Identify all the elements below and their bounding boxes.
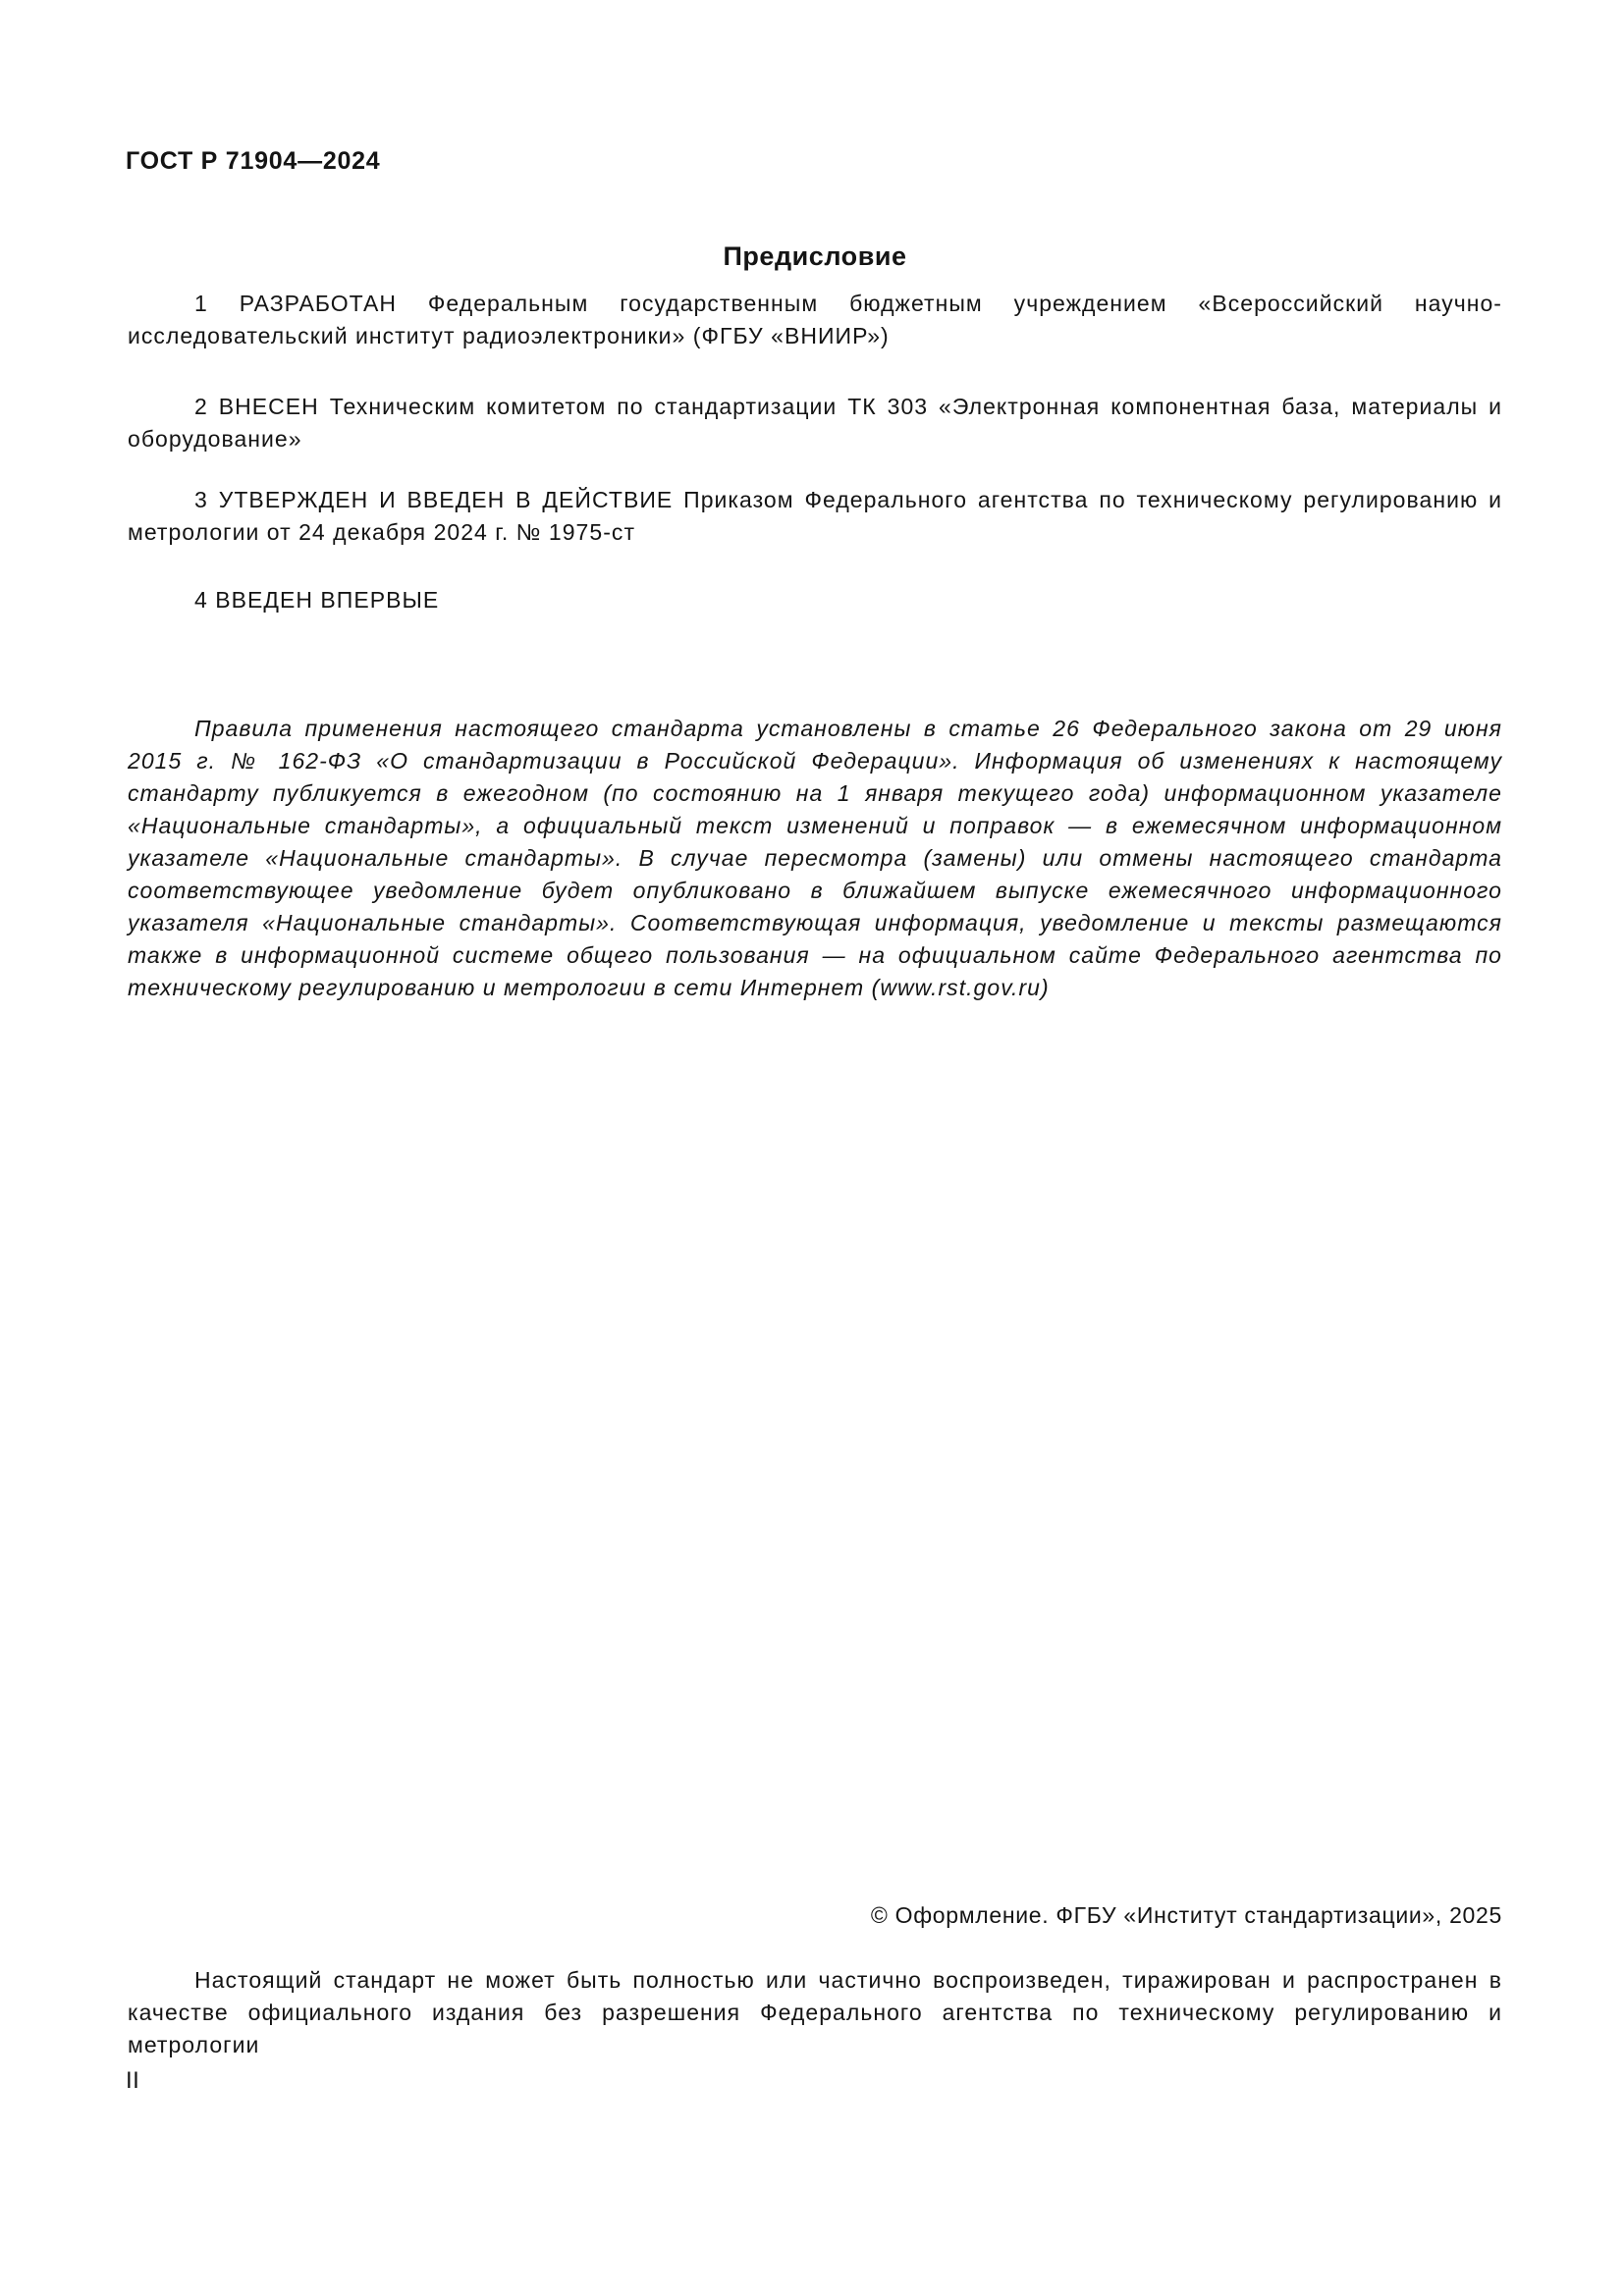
- foreword-item-developed: 1 РАЗРАБОТАН Федеральным государственным бюджетным учреждением «Всероссийский научно-исследовательский институт радиоэлектроники» (ФГБУ «ВНИИР»): [128, 291, 1502, 348]
- foreword-item-submitted: 2 ВНЕСЕН Техническим комитетом по стандартизации ТК 303 «Электронная компонентная база, материалы и оборудование»: [128, 394, 1502, 452]
- reproduction-restriction-notice: Настоящий стандарт не может быть полностью или частично воспроизведен, тиражирован и распространен в качестве официального издания без разрешения Федерального агентства по техническому регулированию и метрологии: [128, 1967, 1502, 2057]
- page-number: II: [126, 2067, 140, 2094]
- foreword-item-first-edition: 4 ВВЕДЕН ВПЕРВЫЕ: [194, 587, 440, 613]
- page-title: Предисловие: [723, 241, 907, 272]
- foreword-item-approved: 3 УТВЕРЖДЕН И ВВЕДЕН В ДЕЙСТВИЕ Приказом Федерального агентства по техническому регулированию и метрологии от 24 декабря 2024 г. № 1975-ст: [128, 487, 1502, 545]
- copyright-line: © Оформление. ФГБУ «Институт стандартизации», 2025: [870, 1902, 1502, 1928]
- standard-code: ГОСТ Р 71904—2024: [126, 147, 381, 175]
- application-rules-notice: Правила применения настоящего стандарта установлены в статье 26 Федерального закона от 29 июня 2015 г. № 162-ФЗ «О стандартизации в Российской Федерации». Информация об изменениях к настоящему стандарту публикуется в ежегодном (по состоянию на 1 января текущего года) информационном указателе «Национальные стандарты», а официальный текст изменений и поправок — в ежемесячном информационном указателе «Национальные стандарты». В случае пересмотра (замены) или отмены настоящего стандарта соответствующее уведомление будет опубликовано в ближайшем выпуске ежемесячного информационного указателя «Национальные стандарты». Соответствующая информация, уведомление и тексты размещаются также в информационной системе общего пользования — на официальном сайте Федерального агентства по техническому регулированию и метрологии в сети Интернет (www.rst.gov.ru): [128, 716, 1502, 1000]
